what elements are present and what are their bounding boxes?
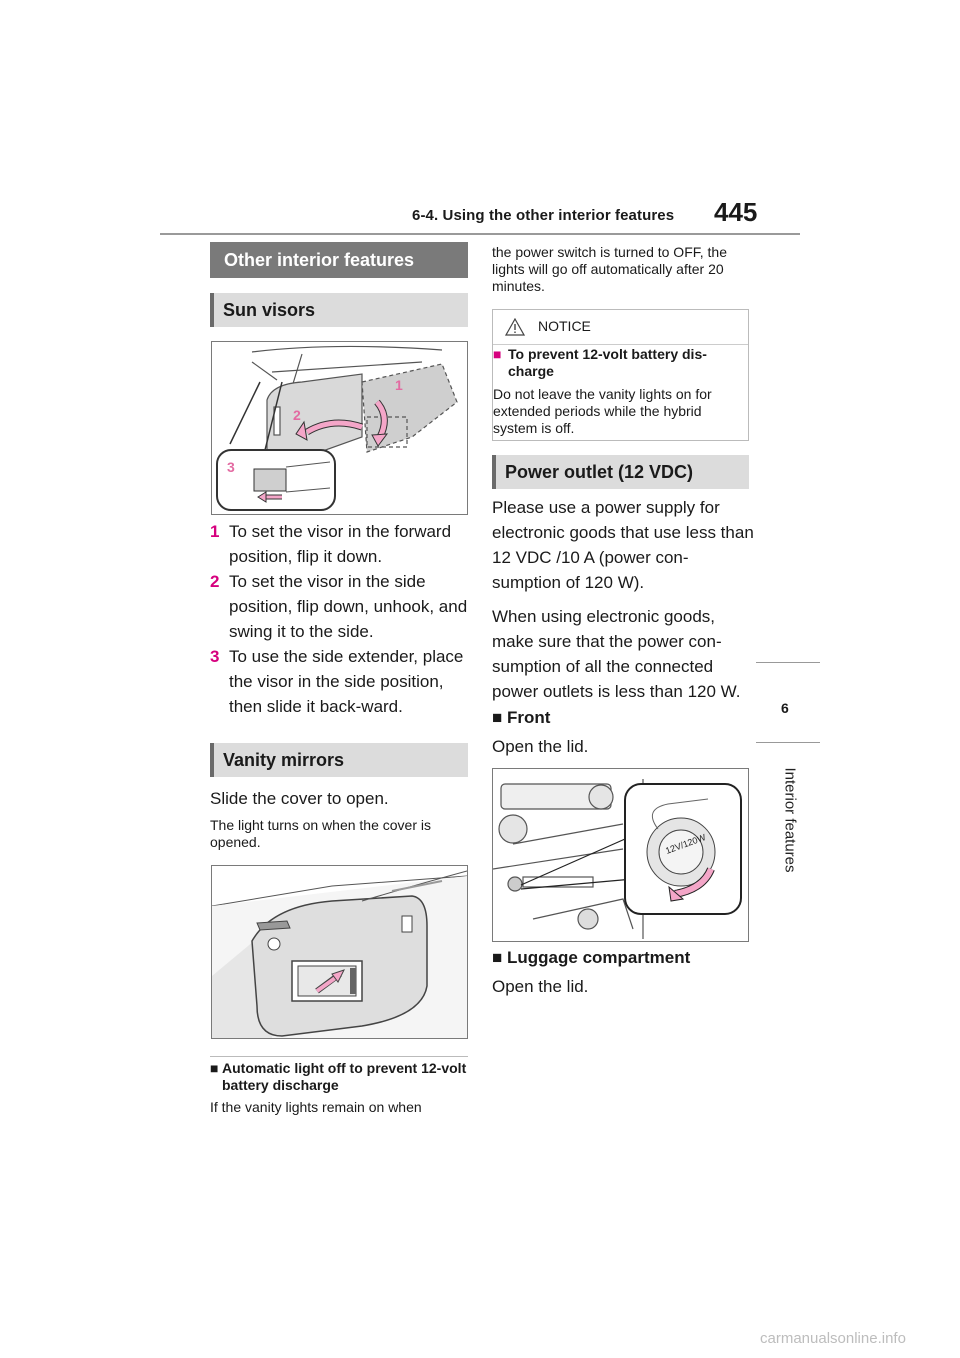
step-2 (210, 569, 472, 644)
square-bullet-icon: ■ (492, 708, 503, 727)
chapter-number: 6 (781, 700, 789, 716)
callout-2: 2 (293, 407, 301, 423)
callout-1: 1 (395, 377, 403, 393)
step-3 (210, 644, 472, 719)
vanity-note: The light turns on when the cover is opened. (210, 817, 432, 850)
divider (210, 1056, 468, 1057)
continued-text: the power switch is turned to OFF, the lights will go off automatically after 20 minutes. (492, 244, 727, 294)
vanity-mirror-figure (211, 865, 468, 1039)
step-number: 1 (210, 522, 220, 541)
square-bullet-icon: ■ (492, 948, 503, 967)
vanity-mirror-illustration (212, 866, 467, 1038)
header-rule (160, 233, 800, 235)
subheading-vanity-mirrors: Vanity mirrors (210, 743, 468, 777)
tab-rule-bottom (756, 742, 820, 743)
vanity-body: Slide the cover to open. (210, 789, 389, 808)
front-heading: ■ Front (492, 708, 551, 727)
step-text: To set the visor in the forward position, flip it down. (229, 522, 452, 566)
sun-visor-figure (211, 341, 468, 515)
step-text: To use the side extender, place the visor in the side position, then slide it back-ward. (229, 647, 464, 716)
chapter-tab-label: Interior features (781, 767, 799, 873)
callout-3: 3 (227, 459, 235, 475)
section-heading-other-features: Other interior features (210, 242, 468, 278)
auto-light-heading: ■ Automatic light off to prevent 12-volt battery discharge (210, 1060, 467, 1093)
square-bullet-icon: ■ (493, 346, 502, 362)
notice-text: Do not leave the vanity lights on for extended periods while the hybrid system is off. (493, 386, 712, 436)
front-text: Open the lid. (492, 737, 589, 756)
watermark: carmanualsonline.info (760, 1330, 906, 1347)
power-outlet-figure (492, 768, 749, 942)
page-number: 445 (714, 197, 758, 227)
luggage-heading: ■ Luggage compartment (492, 948, 691, 967)
step-number: 3 (210, 647, 220, 666)
running-header: 6-4. Using the other interior features (412, 207, 675, 224)
step-number: 2 (210, 572, 220, 591)
step-1 (210, 519, 472, 569)
power-para-1: Please use a power supply for electronic goods that use less than 12 VDC /10 A (power con-sumption of 120 W). (492, 498, 754, 592)
square-bullet-icon: ■ (210, 1060, 219, 1076)
subheading-sun-visors: Sun visors (210, 293, 468, 327)
sun-visor-illustration (212, 342, 467, 514)
notice-title: NOTICE (538, 318, 591, 334)
warning-triangle-icon (505, 318, 525, 336)
power-outlet-illustration (493, 769, 748, 941)
outlet-label: 12V/120W (664, 832, 707, 856)
step-text: To set the visor in the side position, flip down, unhook, and swing it to the side. (229, 572, 468, 641)
power-para-2: When using electronic goods, make sure that the power con-sumption of all the connected power outlets is less than 120 W. (492, 607, 741, 701)
notice-box (492, 309, 749, 441)
notice-subheading: ■ To prevent 12-volt battery dis-charge (493, 346, 707, 379)
luggage-text: Open the lid. (492, 977, 589, 996)
auto-light-text: If the vanity lights remain on when (210, 1099, 422, 1115)
tab-rule-top (756, 662, 820, 663)
notice-header (493, 310, 748, 345)
subheading-power-outlet: Power outlet (12 VDC) (492, 455, 749, 489)
